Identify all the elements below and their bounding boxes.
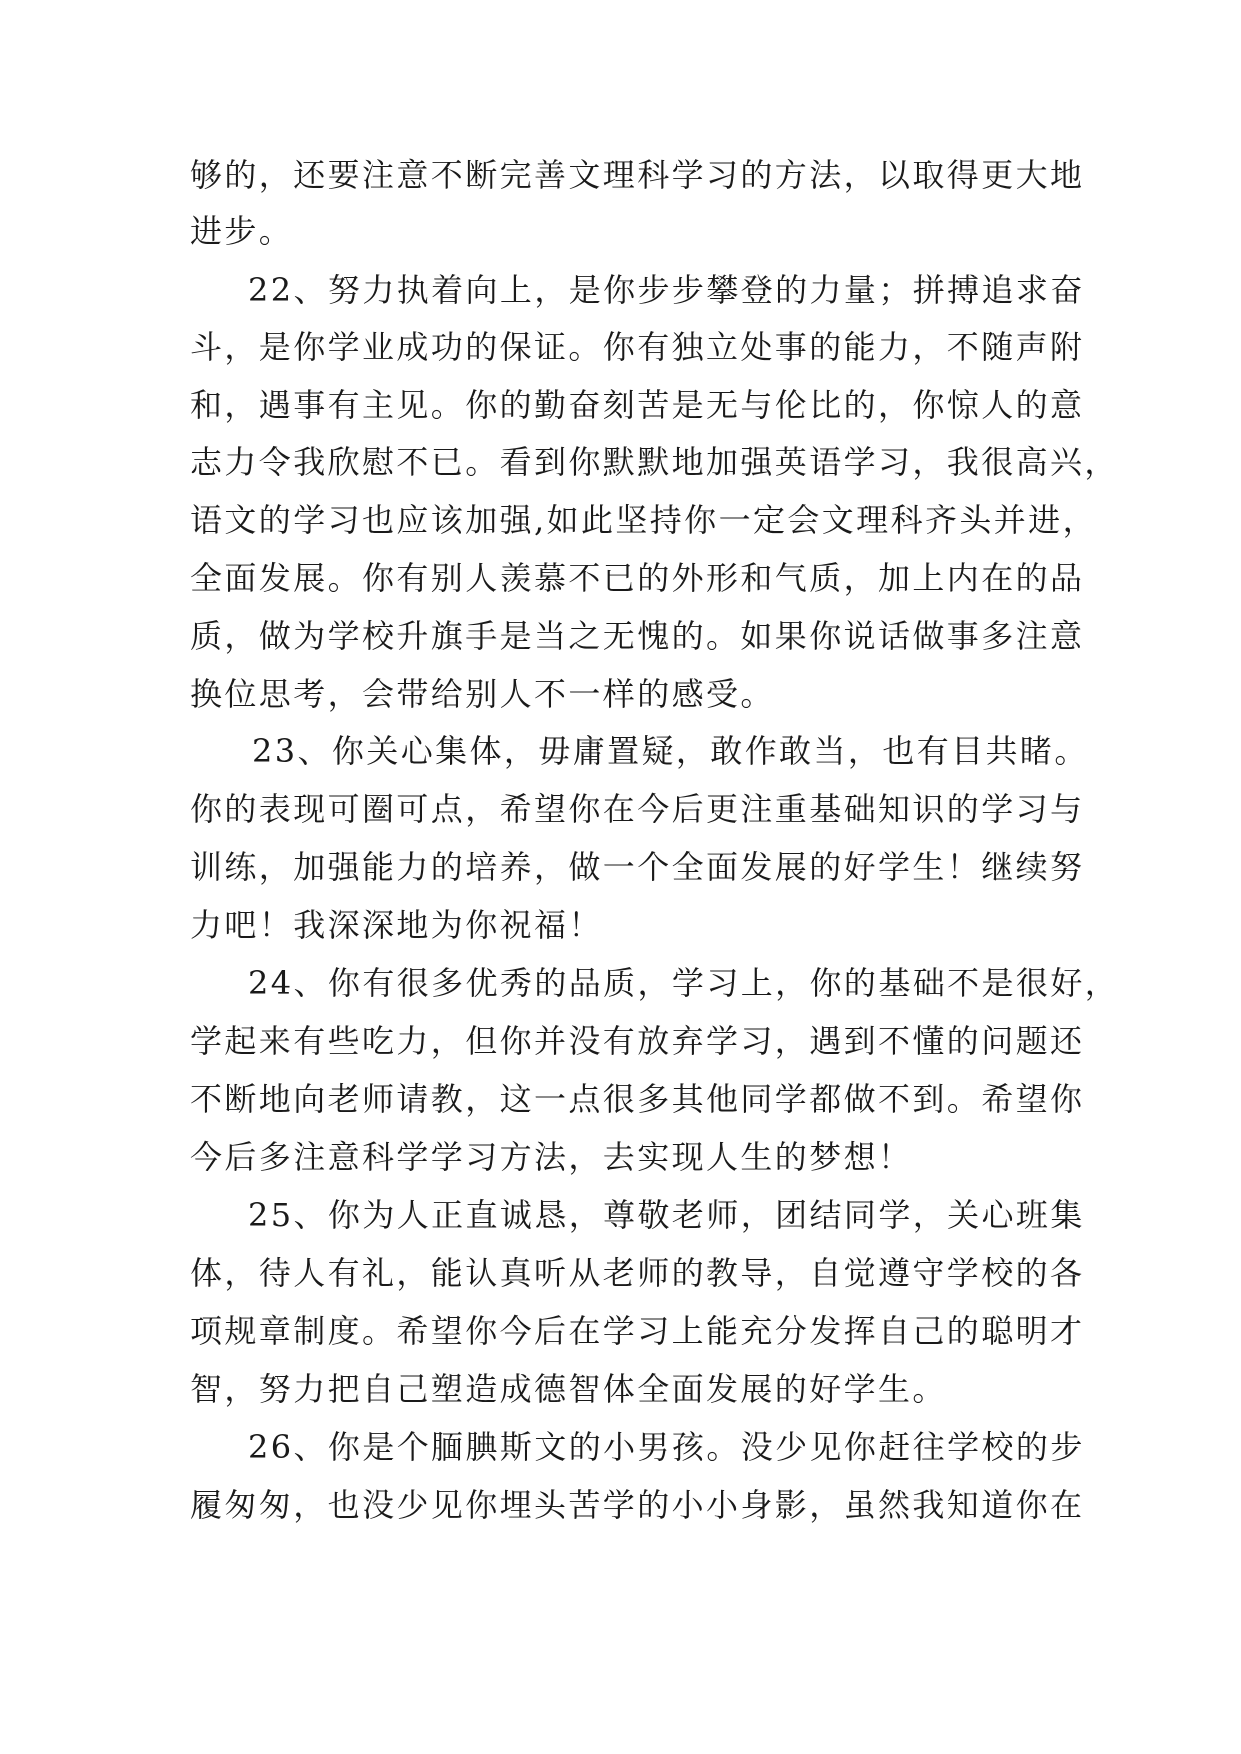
paragraph-22-line-4: 志力令我欣慰不已。看到你默默地加强英语学习，我很高兴，	[190, 443, 1119, 481]
paragraph-22-line-3: 和，遇事有主见。你的勤奋刻苦是无与伦比的，你惊人的意	[190, 386, 1085, 424]
paragraph-23-line-4: 力吧！我深深地为你祝福！	[190, 906, 603, 944]
paragraph-25-line-1: 25、你为人正直诚恳，尊敬老师，团结同学，关心班集	[248, 1196, 1085, 1234]
paragraph-22-line-8: 换位思考，会带给别人不一样的感受。	[190, 675, 775, 713]
paragraph-22-line-1: 22、努力执着向上，是你步步攀登的力量；拼搏追求奋	[248, 271, 1085, 309]
paragraph-22-line-2: 斗，是你学业成功的保证。你有独立处事的能力，不随声附	[190, 328, 1085, 366]
paragraph-24-line-4: 今后多注意科学学习方法，去实现人生的梦想！	[190, 1138, 913, 1176]
paragraph-26-line-2: 履匆匆，也没少见你埋头苦学的小小身影，虽然我知道你在	[190, 1486, 1085, 1524]
paragraph-24-line-2: 学起来有些吃力，但你并没有放弃学习，遇到不懂的问题还	[190, 1022, 1085, 1060]
paragraph-24-line-1: 24、你有很多优秀的品质，学习上，你的基础不是很好，	[248, 964, 1120, 1002]
paragraph-24-line-3: 不断地向老师请教，这一点很多其他同学都做不到。希望你	[190, 1080, 1085, 1118]
paragraph-22-line-6: 全面发展。你有别人羡慕不已的外形和气质，加上内在的品	[190, 559, 1085, 597]
paragraph-25-line-3: 项规章制度。希望你今后在学习上能充分发挥自己的聪明才	[190, 1312, 1085, 1350]
paragraph-25-line-4: 智，努力把自己塑造成德智体全面发展的好学生。	[190, 1370, 947, 1408]
paragraph-23-line-3: 训练，加强能力的培养，做一个全面发展的好学生！继续努	[190, 848, 1085, 886]
paragraph-23-line-1: 23、你关心集体，毋庸置疑，敢作敢当，也有目共睹。	[252, 732, 1089, 770]
text-line-2: 进步。	[190, 212, 294, 250]
paragraph-25-line-2: 体，待人有礼，能认真听从老师的教导，自觉遵守学校的各	[190, 1254, 1085, 1292]
paragraph-26-line-1: 26、你是个腼腆斯文的小男孩。没少见你赶往学校的步	[248, 1428, 1085, 1466]
text-line-1: 够的，还要注意不断完善文理科学习的方法，以取得更大地	[190, 156, 1085, 194]
paragraph-22-line-7: 质，做为学校升旗手是当之无愧的。如果你说话做事多注意	[190, 617, 1085, 655]
paragraph-22-line-5: 语文的学习也应该加强,如此坚持你一定会文理科齐头并进，	[190, 501, 1097, 539]
paragraph-23-line-2: 你的表现可圈可点，希望你在今后更注重基础知识的学习与	[190, 790, 1085, 828]
